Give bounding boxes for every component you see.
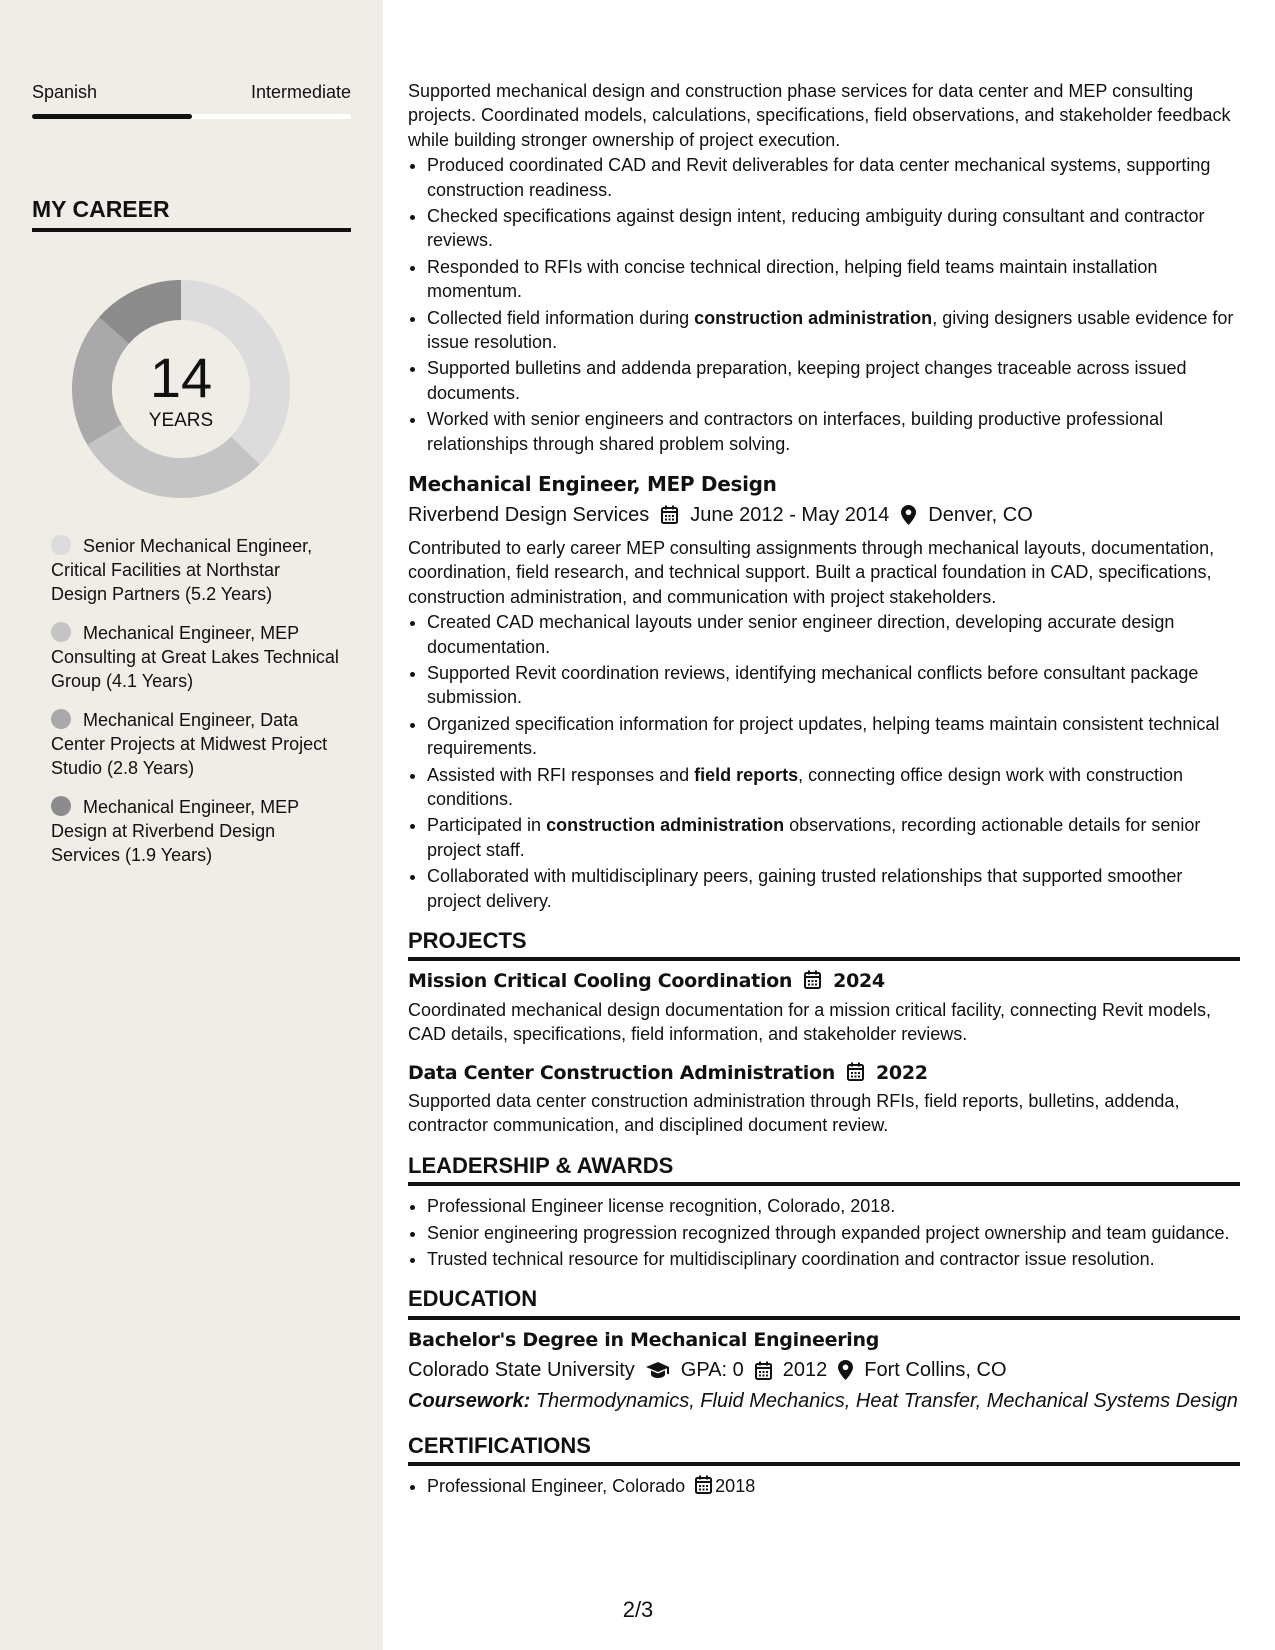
career-legend (51, 534, 341, 882)
career-item-text: Mechanical Engineer, Data Center Projects at Midwest Project Studio (2.8 Years) (51, 710, 328, 778)
education-heading: EDUCATION (408, 1287, 1240, 1319)
bullet-emphasis: field reports (694, 764, 799, 785)
donut-segment (105, 435, 246, 478)
certification-name: Professional Engineer, Colorado (427, 1476, 686, 1497)
certification-year: 2018 (715, 1476, 756, 1497)
bullet-item: • Produced coordinated CAD and Revit deliverables for data center mechanical systems, supporting construction readiness. (427, 153, 1240, 202)
bullet-item: • Checked specifications against design intent, reducing ambiguity during consultant and contractor reviews. (427, 204, 1240, 253)
page-number: 2/3 (622, 1597, 654, 1622)
school-name: Colorado State University (408, 1359, 635, 1382)
job-location: Denver, CO (928, 503, 1033, 526)
project-year: 2024 (833, 970, 885, 993)
career-item-text: Senior Mechanical Engineer, Critical Facilities at Northstar Design Partners (5.2 Years) (51, 536, 313, 604)
language-proficiency-bar (32, 114, 351, 119)
degree-title: Bachelor's Degree in Mechanical Engineering (408, 1328, 880, 1351)
education-meta (408, 1358, 1240, 1382)
prev-job-bullets (408, 153, 1240, 456)
coursework-list: Thermodynamics, Fluid Mechanics, Heat Transfer, Mechanical Systems Design (535, 1389, 1238, 1412)
coursework (408, 1389, 1240, 1414)
career-item (51, 708, 341, 780)
language-proficiency-fill (32, 114, 192, 119)
location-pin-icon (901, 505, 916, 525)
bullet-item: • Collaborated with multidisciplinary peers, gaining trusted relationships that supported smoother project delivery. (427, 864, 1240, 913)
certifications-heading: CERTIFICATIONS (408, 1434, 1240, 1466)
legend-dot-icon (51, 622, 71, 642)
award-item: • Senior engineering progression recognized through expanded project ownership and team guidance. (427, 1221, 1240, 1245)
bullet-item: • Supported Revit coordination reviews, identifying mechanical conflicts before consultant package submission. (427, 661, 1240, 710)
certifications-list (408, 1474, 1240, 1498)
calendar-icon (755, 1361, 772, 1380)
legend-dot-icon (51, 709, 71, 729)
projects-list (408, 969, 1240, 1137)
graduation-year: 2012 (782, 1359, 828, 1382)
career-years-number: 14 (149, 346, 213, 409)
bullet-item: • Collected field information during construction administration, giving designers usable evidence for issue resolution. (427, 306, 1240, 355)
project-title (408, 1061, 1240, 1085)
calendar-icon (695, 1476, 712, 1496)
language-level: Intermediate (250, 82, 351, 102)
job-company: Riverbend Design Services (408, 503, 650, 526)
bullet-item: • Participated in construction administration observations, recording actionable details for senior project staff. (427, 813, 1240, 862)
job-summary: Contributed to early career MEP consulting assignments through mechanical layouts, documentation, coordination, field research, and technical support. Built a practical foundation in CAD, specifications, construction administration, and communication with project stakeholders. (408, 537, 1215, 607)
legend-dot-icon (51, 796, 71, 816)
award-item: • Trusted technical resource for multidisciplinary coordination and contractor issue resolution. (427, 1247, 1240, 1271)
calendar-icon (847, 1061, 864, 1085)
legend-dot-icon (51, 535, 71, 555)
project-title (408, 969, 1240, 993)
job-dates: June 2012 - May 2014 (690, 503, 890, 526)
language-row (32, 82, 351, 103)
job-meta (408, 503, 1240, 527)
graduation-cap-icon (646, 1362, 670, 1379)
awards-heading: LEADERSHIP & AWARDS (408, 1154, 1240, 1186)
bullet-emphasis: construction administration (546, 815, 785, 836)
sidebar (0, 0, 383, 1650)
project-name: Data Center Construction Administration (408, 1061, 835, 1084)
bullet-item: • Responded to RFIs with concise technical direction, helping field teams maintain installation momentum. (427, 255, 1240, 304)
school-location: Fort Collins, CO (864, 1359, 1007, 1382)
project-description: Coordinated mechanical design documentation for a mission critical facility, connecting Revit models, CAD details, specifications, field information, and stakeholder reviews. (408, 999, 1212, 1045)
career-item (51, 795, 341, 867)
project-year: 2022 (876, 1061, 928, 1084)
career-years-unit: YEARS (148, 410, 214, 431)
language-name: Spanish (32, 82, 98, 102)
main-content (408, 79, 1240, 1501)
bullet-item: • Worked with senior engineers and contractors on interfaces, building productive professional relationships through shared problem solving. (427, 407, 1240, 456)
career-item-text: Mechanical Engineer, MEP Consulting at Great Lakes Technical Group (4.1 Years) (51, 623, 339, 691)
project-description: Supported data center construction administration through RFIs, field reports, bulletins, addenda, contractor communication, and disciplined document review. (408, 1091, 1180, 1136)
award-item: • Professional Engineer license recognition, Colorado, 2018. (427, 1194, 1240, 1218)
bullet-item: • Assisted with RFI responses and field reports, connecting office design work with construction conditions. (427, 763, 1240, 812)
certification-item (427, 1474, 1240, 1498)
bullet-emphasis: construction administration (694, 307, 933, 328)
job-title: Mechanical Engineer, MEP Design (408, 472, 777, 497)
job-bullets (408, 610, 1240, 913)
donut-segment (114, 300, 181, 330)
bullet-item: • Organized specification information for project updates, helping teams maintain consistent technical requirements. (427, 712, 1240, 761)
projects-heading: PROJECTS (408, 929, 1240, 961)
bullet-item: • Supported bulletins and addenda preparation, keeping project changes traceable across issued documents. (427, 356, 1240, 405)
coursework-label: Coursework: (408, 1389, 531, 1412)
bullet-item: • Created CAD mechanical layouts under senior engineer direction, developing accurate design documentation. (427, 610, 1240, 659)
calendar-icon (804, 969, 821, 993)
gpa: GPA: 0 (680, 1359, 744, 1382)
career-item (51, 621, 341, 693)
calendar-icon (661, 505, 678, 524)
career-item (51, 534, 341, 606)
career-item-text: Mechanical Engineer, MEP Design at Riverbend Design Services (1.9 Years) (51, 797, 299, 865)
awards-list (408, 1194, 1240, 1271)
career-heading: MY CAREER (32, 196, 351, 232)
prev-job-summary: Supported mechanical design and construction phase services for data center and MEP consulting projects. Coordinated models, calculations, specifications, field observations, and stakeholder feedback while building stronger ownership of project execution. (408, 81, 1231, 150)
project-name: Mission Critical Cooling Coordination (408, 970, 793, 993)
location-pin-icon (838, 1360, 853, 1380)
